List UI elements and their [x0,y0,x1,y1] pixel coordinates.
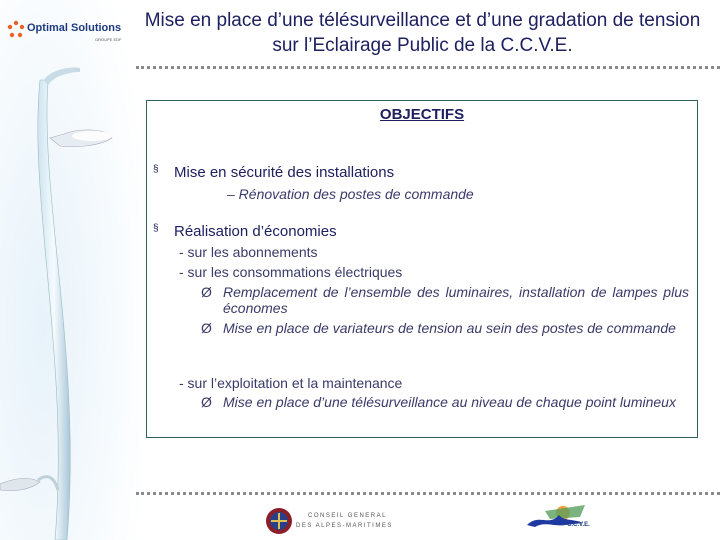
bullet-icon: § [153,164,159,175]
logo-subtext: GROUPE EDF [95,37,122,42]
conseil-general-text [296,511,393,531]
optimal-solutions-logo-icon [6,20,26,40]
arrow-icon: Ø [201,394,212,410]
sub-item: - sur l’exploitation et la maintenance [179,375,403,391]
sub-item: – Rénovation des postes de commande [227,186,474,202]
sub-item: - sur les consommations électriques [179,264,403,280]
logo-text: Optimal Solutions [27,22,122,34]
sub-sub-item: Remplacement de l’ensemble des luminaires, installation de lampes plus économes [223,284,689,316]
objectives-box [146,100,698,438]
arrow-icon: Ø [201,284,212,300]
objectives-heading: OBJECTIFS [379,106,465,123]
top-divider [136,66,720,69]
conseil-general-crest-icon [265,507,293,535]
section-title: Réalisation d’économies [174,223,337,240]
bullet-icon: § [153,223,159,234]
sub-sub-item: Mise en place de variateurs de tension au sein des postes de commande [223,320,676,336]
slide-title: Mise en place d’une télésurveillance et d’une gradation de tension sur l’Eclairage Public de la C.C.V.E. [144,10,701,56]
cg-line1: CONSEIL GENERAL [308,513,387,519]
arrow-icon: Ø [201,320,212,336]
ccve-text: C.C.V.E. [567,522,590,528]
cg-line2: DES ALPES-MARITIMES [296,523,393,529]
street-lamp-image [0,0,140,540]
sub-sub-item: Mise en place d’une télésurveillance au niveau de chaque point lumineux [223,394,676,410]
bottom-divider [136,492,720,495]
section-title: Mise en sécurité des installations [174,164,395,181]
sub-item: - sur les abonnements [179,244,318,260]
